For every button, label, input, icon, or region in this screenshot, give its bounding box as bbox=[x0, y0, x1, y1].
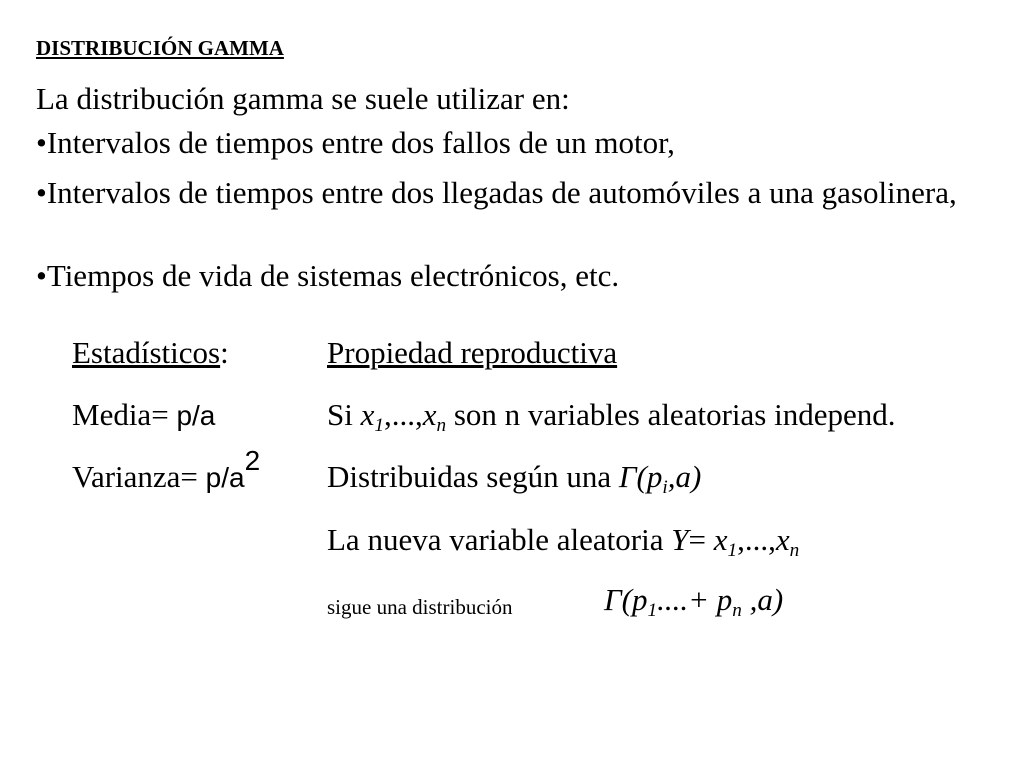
property-line-4: sigue una distribución bbox=[327, 595, 513, 619]
line3-y: Y bbox=[671, 522, 689, 557]
line2-sub: i bbox=[662, 476, 668, 498]
statistics-heading bbox=[72, 336, 229, 370]
statistics-heading-colon: : bbox=[220, 335, 229, 370]
statistics-heading-label: Estadísticos bbox=[72, 335, 221, 370]
property-heading: Propiedad reproductiva bbox=[327, 335, 618, 370]
property-line-2 bbox=[327, 459, 702, 498]
variance-exponent: 2 bbox=[244, 445, 261, 477]
formula-open: (p bbox=[621, 582, 648, 617]
line1-var-n: x bbox=[422, 397, 437, 432]
line3-sub1: 1 bbox=[727, 539, 738, 561]
line2-open: (p bbox=[636, 459, 663, 494]
intro-text: La distribución gamma se suele utilizar en: bbox=[36, 81, 570, 116]
line2-prefix: Distribuidas según una bbox=[327, 459, 619, 494]
line1-sub1: 1 bbox=[374, 414, 384, 436]
gamma-symbol: Γ bbox=[618, 459, 637, 494]
formula-sub1: 1 bbox=[647, 599, 658, 621]
line1-var: x bbox=[360, 397, 375, 432]
formula-sub2: n bbox=[732, 599, 742, 621]
mean-formula bbox=[72, 398, 215, 432]
variance-value: p/a bbox=[205, 462, 245, 493]
line1-mid: ,..., bbox=[383, 397, 423, 432]
line3-var: x bbox=[713, 522, 728, 557]
bullet-item: •Intervalos de tiempos entre dos llegadas de automóviles a una gasolinera, bbox=[36, 175, 957, 210]
variance-label: Varianza= bbox=[72, 459, 206, 494]
line3-sub2: n bbox=[789, 539, 800, 561]
variance-formula bbox=[72, 445, 261, 494]
line1-suffix: son n variables aleatorias independ. bbox=[446, 397, 896, 432]
mean-label: Media= bbox=[72, 397, 177, 432]
formula-gamma: Γ bbox=[604, 582, 622, 617]
gamma-formula bbox=[604, 582, 784, 621]
line1-prefix: Si bbox=[327, 397, 361, 432]
formula-close: ,a) bbox=[741, 582, 784, 617]
bullet-item: •Tiempos de vida de sistemas electrónicos, etc. bbox=[36, 258, 620, 293]
property-line-3 bbox=[327, 522, 800, 561]
formula-mid: ....+ p bbox=[657, 582, 733, 617]
line3-eq: = bbox=[688, 522, 714, 557]
line3-mid: ,..., bbox=[737, 522, 776, 557]
line3-var-n: x bbox=[775, 522, 790, 557]
page-title: DISTRIBUCIÓN GAMMA bbox=[36, 36, 284, 60]
property-line-1 bbox=[327, 397, 896, 436]
line1-sub2: n bbox=[436, 414, 447, 436]
line3-prefix: La nueva variable aleatoria bbox=[327, 522, 672, 557]
bullet-item: •Intervalos de tiempos entre dos fallos de un motor, bbox=[36, 125, 675, 160]
mean-value: p/a bbox=[176, 400, 216, 431]
line2-close: ,a) bbox=[667, 459, 702, 494]
